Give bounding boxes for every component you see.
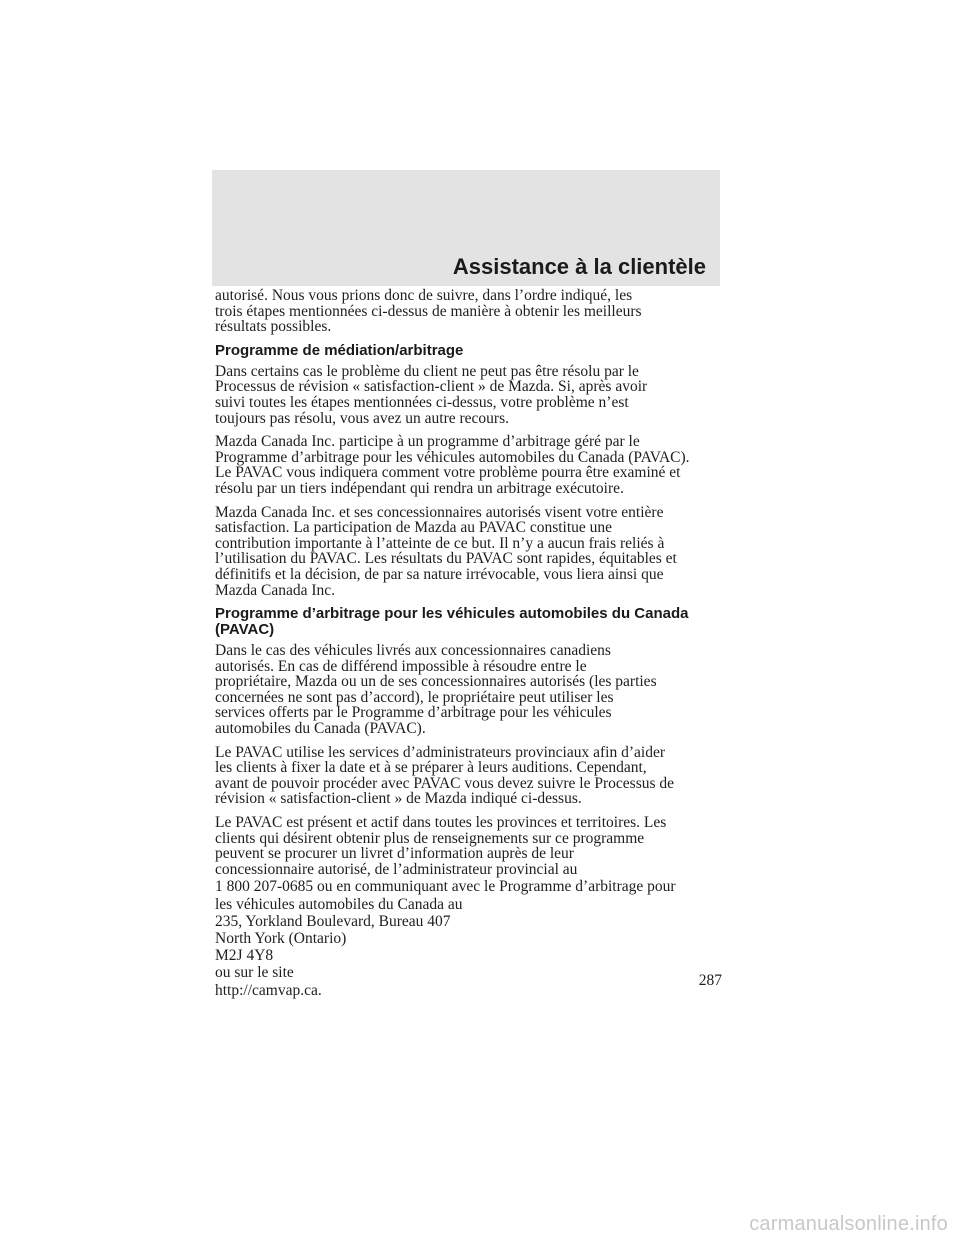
- contact-city: North York (Ontario): [215, 930, 347, 948]
- contact-street: 235, Yorkland Boulevard, Bureau 407: [215, 912, 451, 930]
- paragraph-mediation-3: Mazda Canada Inc. et ses concessionnaires autorisés visent votre entière satisfaction. La participation de Mazda au PAVAC constitue une contribution importante à l’atteinte de ce but. Il n’y a aucun frais reliés à l’utilisation du PAVAC. Les résultats du PAVAC sont rapides, équitables et définitifs et la décision, de par sa nature irrévocable, vous liera ainsi que Mazda Canada Inc.: [215, 503, 677, 599]
- paragraph-mediation-1: Dans certains cas le problème du client ne peut pas être résolu par le Processus de révision « satisfaction-client » de Mazda. Si, après avoir suivi toutes les étapes mentionnées ci-dessus, votre problème n’est toujours pas résolu, vous avez un autre recours.: [215, 362, 648, 427]
- page-number: 287: [698, 972, 722, 989]
- contact-website-link[interactable]: http://camvap.ca.: [215, 981, 322, 999]
- contact-block: [215, 878, 735, 998]
- section-header: [212, 170, 720, 286]
- contact-postal-code: M2J 4Y8: [215, 947, 274, 965]
- page-content: [215, 288, 735, 999]
- paragraph-mediation-2: Mazda Canada Inc. participe à un programme d’arbitrage géré par le Programme d’arbitrage pour les véhicules automobiles du Canada (PAVAC). Le PAVAC vous indiquera comment votre problème pourra être examiné et résolu par un tiers indépendant qui rendra un arbitrage exécutoire.: [215, 433, 690, 497]
- paragraph-intro: autorisé. Nous vous prions donc de suivre, dans l’ordre indiqué, les trois étapes mentionnées ci-dessus de manière à obtenir les meilleurs résultats possibles.: [215, 287, 642, 336]
- paragraph-pavac-1: Dans le cas des véhicules livrés aux concessionnaires canadiens autorisés. En cas de différend impossible à résoudre entre le propriétaire, Mazda ou un de ses concessionnaires autorisés (les parties concernées ne sont pas d’accord), le propriétaire peut utiliser les services offerts par le Programme d’arbitrage pour les véhicules automobiles du Canada (PAVAC).: [215, 642, 657, 738]
- contact-line: ou sur le site: [215, 964, 294, 982]
- contact-line: les véhicules automobiles du Canada au: [215, 895, 463, 913]
- heading-mediation: Programme de médiation/arbitrage: [215, 341, 464, 359]
- paragraph-pavac-2: Le PAVAC utilise les services d’administrateurs provinciaux afin d’aider les clients à fixer la date et à se préparer à leurs auditions. Cependant, avant de pouvoir procéder avec PAVAC vous devez suivre le Processus de révision « satisfaction-client » de Mazda indiqué ci-dessus.: [215, 743, 675, 808]
- contact-phone-line: 1 800 207-0685 ou en communiquant avec le Programme d’arbitrage pour: [215, 878, 676, 896]
- watermark: carmanualsonline.info: [749, 1213, 948, 1235]
- paragraph-pavac-3: Le PAVAC est présent et actif dans toutes les provinces et territoires. Les clients qui désirent obtenir plus de renseignements sur ce programme peuvent se procurer un livret d’information auprès de leur concessionnaire autorisé, de l’administrateur provincial au: [215, 814, 667, 878]
- section-title: Assistance à la clientèle: [452, 254, 706, 279]
- heading-pavac: Programme d’arbitrage pour les véhicules automobiles du Canada (PAVAC): [215, 605, 689, 639]
